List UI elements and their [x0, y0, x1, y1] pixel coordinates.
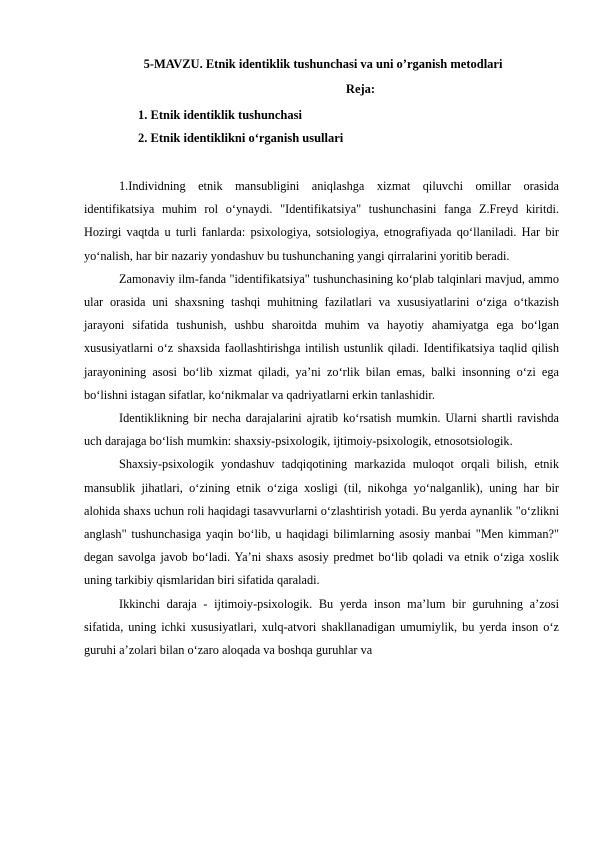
paragraph: Zamonaviy ilm-fanda "identifikatsiya" tushunchasining ko‘plab talqinlari mavjud, ammo ular orasida uni shaxsning tashqi muhitning fazilatlari va xususiyatlarini o‘ziga o‘tkazish jarayoni sifatida tushunish, ushbu sharoitda muhim va hayotiy ahamiyatga ega bo‘lgan xususiyatlarni o‘z shaxsida faollashtirishga intilish ustunlik qiladi. Identifikatsiya taqlid qilish jarayonining asosi bo‘lib xizmat qiladi, ya’ni zo‘rlik bilan emas, balki insonning o‘zi ega bo‘lishni istagan sifatlar, ko‘nikmalar va qadriyatlarni erkin tanlashidir. — [84, 271, 559, 402]
plan-list — [138, 104, 343, 150]
paragraph: Shaxsiy-psixologik yondashuv tadqiqotining markazida muloqot orqali bilish, etnik mansublik jihatlari, o‘zining etnik o‘ziga xosligi (til, nikohga yo‘nalganlik), uning har bir alohida shaxs uchun roli haqidagi tasavvurlarni o‘zlashtirish yotadi. Bu yerda aynanlik "o‘zlikni anglash" tushunchasiga yaqin bo‘lib, u haqidagi bilimlarning asosiy manbai "Men kimman?" degan savolga javob bo‘ladi. Ya’ni shaxs asosiy predmet bo‘lib qoladi va etnik o‘ziga xoslik uning tarkibiy qismlaridan biri sifatida qaraladi. — [84, 457, 559, 588]
plan-item: 2. Etnik identiklikni o‘rganish usullari — [138, 131, 344, 145]
body-text — [84, 175, 559, 662]
plan-heading: Reja: — [345, 82, 376, 96]
document-title: 5-MAVZU. Etnik identiklik tushunchasi va uni o’rganish metodlari — [143, 57, 503, 71]
paragraph: Ikkinchi daraja - ijtimoiy-psixologik. Bu yerda inson ma’lum bir guruhning a’zosi sifatida, uning ichki xususiyatlari, xulq-atvori shakllanadigan umumiylik, bu yerda inson o‘z guruhi a’zolari bilan o‘zaro aloqada va boshqa guruhlar va — [84, 596, 559, 658]
paragraph: 1.Individning etnik mansubligini aniqlashga xizmat qiluvchi omillar orasida identifikatsiya muhim rol o‘ynaydi. "Identifikatsiya" tushunchasini fanga Z.Freyd kiritdi. Hozirgi vaqtda u turli fanlarda: psixologiya, sotsiologiya, etnografiyada qo‘llaniladi. Har bir yo‘nalish, har bir nazariy yondashuv bu tushunchaning yangi qirralarini yoritib beradi. — [84, 179, 559, 263]
paragraph: Identiklikning bir necha darajalarini ajratib ko‘rsatish mumkin. Ularni shartli ravishda uch darajaga bo‘lish mumkin: shaxsiy-psixologik, ijtimoiy-psixologik, etnosotsiologik. — [84, 411, 559, 449]
plan-item: 1. Etnik identiklik tushunchasi — [138, 108, 302, 122]
